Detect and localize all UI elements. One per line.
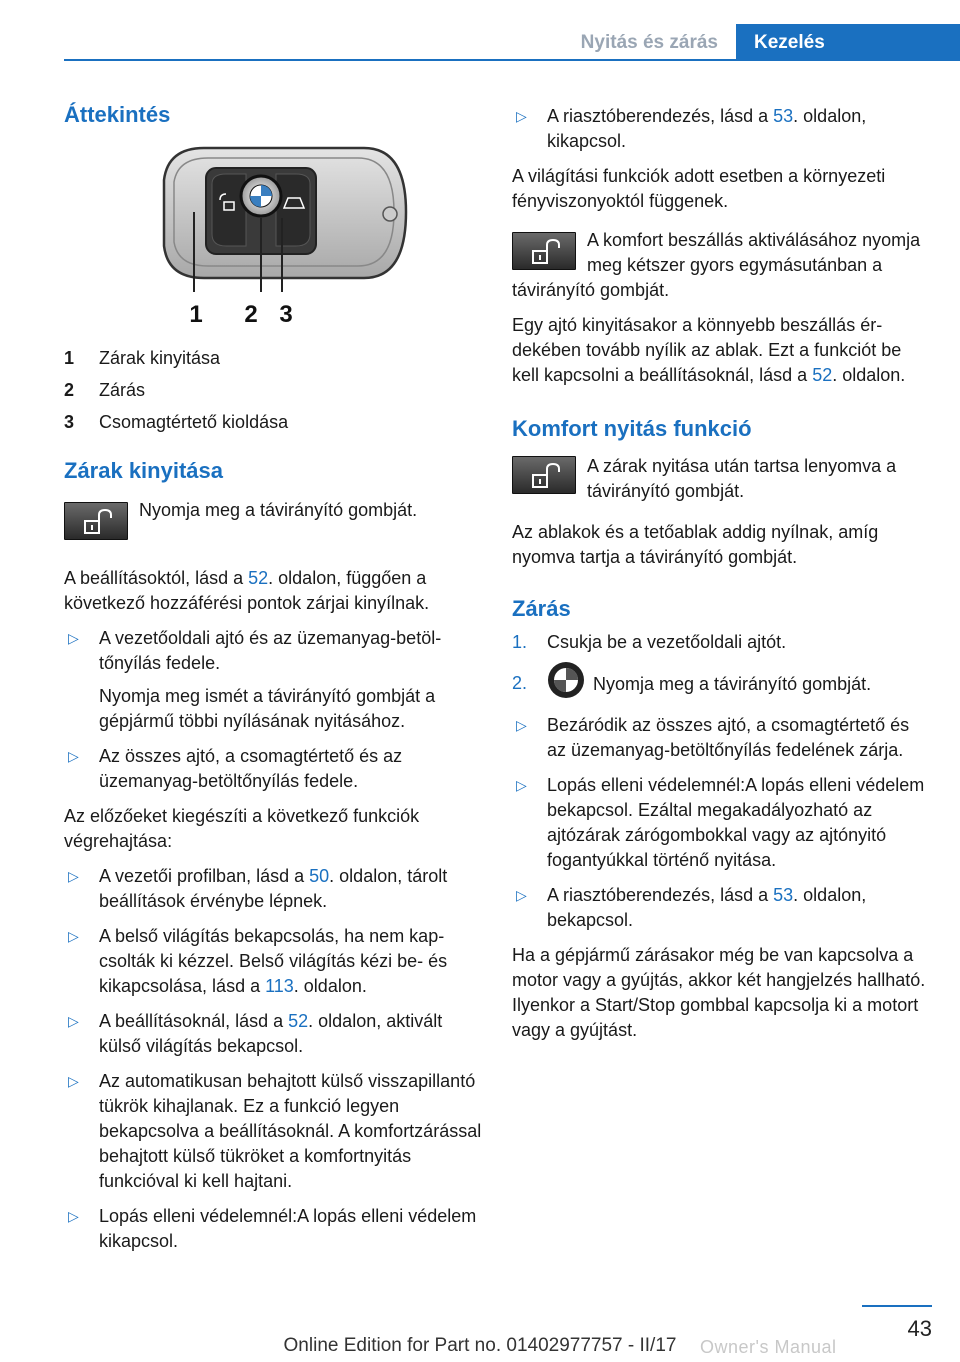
legend-key: 2 [64, 380, 75, 400]
step-text: Csukja be a vezetőoldali ajtót. [547, 632, 787, 652]
bmw-roundel-icon [547, 661, 585, 699]
list-item [64, 744, 484, 794]
bullet-text: Lopás elleni védelemnél:A lopás elleni védelem kikapcsol. [99, 1206, 477, 1251]
heading-comfort-opening: Komfort nyitás funkció [512, 416, 752, 441]
bullet-text: Bezáródik az összes ajtó, a csomagtértető és az üzemanyag-betöltőnyílás fedelének zárja. [547, 715, 910, 760]
text: . oldalon, kikapcsol. [547, 106, 867, 151]
legend-value: Zárás [99, 380, 146, 400]
remote-unlock-button-icon [64, 502, 128, 540]
triangle-bullet-icon: ▷ [516, 887, 527, 903]
footer-rule [862, 1305, 932, 1307]
triangle-bullet-icon: ▷ [68, 748, 79, 764]
list-item [64, 1204, 484, 1254]
triangle-bullet-icon: ▷ [68, 868, 79, 884]
page-link[interactable]: 52 [248, 568, 269, 588]
text: A riasztóberendezés, lásd a [547, 106, 774, 126]
list-item [512, 713, 932, 763]
step-number: 1. [512, 632, 528, 652]
paragraph-text: A zárak nyitása után tartsa lenyomva a távirányító gombját. [587, 456, 897, 501]
page-link[interactable]: 52 [288, 1011, 309, 1031]
heading-locking: Zárás [512, 596, 571, 621]
right-column [512, 104, 932, 1053]
list-item [512, 883, 932, 933]
legend-key: 3 [64, 412, 75, 432]
paragraph-text: A komfort beszállás aktiválásához nyomja meg kétszer gyors egymásutánban a távirányító gombját. [512, 230, 921, 300]
legend-key: 1 [64, 348, 75, 368]
list-item [64, 864, 484, 914]
bullet-subtext: Nyomja meg ismét a távirányító gombját a gépjármű többi nyílásának nyitásához. [99, 686, 436, 731]
list-item [64, 1069, 484, 1194]
triangle-bullet-icon: ▷ [68, 1013, 79, 1029]
bullet-text [99, 864, 484, 914]
bullet-text [99, 1009, 484, 1059]
triangle-bullet-icon: ▷ [516, 777, 527, 793]
page-link[interactable]: 53 [773, 106, 794, 126]
page-number: 43 [907, 1316, 932, 1341]
triangle-bullet-icon: ▷ [68, 1073, 79, 1089]
paragraph: Az ablakok és a tetőablak addig nyílnak, amíg nyomva tartja a távirányító gombját. [512, 522, 879, 567]
text: . oldalon. [293, 976, 367, 996]
triangle-bullet-icon: ▷ [516, 108, 527, 124]
numbered-step [512, 630, 932, 655]
legend-value: Csomagtértető kioldása [99, 412, 289, 432]
legend-item [64, 374, 484, 406]
header-rule [64, 59, 736, 61]
text: A belső világítás bekapcsolás, ha nem kapcsolták ki kézzel. Belső világítás kézi be- és kikapcsolása, lásd a [99, 926, 448, 996]
text: . oldalon. [832, 365, 906, 385]
bullet-text [547, 104, 932, 154]
bullet-text [99, 924, 484, 999]
legend-value: Zárak kinyitása [99, 348, 221, 368]
bullet-text: Az összes ajtó, a csomagtértető és az üzemanyag-betöltőnyílás fedele. [99, 746, 403, 791]
remote-unlock-button-icon [512, 456, 576, 494]
paragraph: Az előzőeket kiegészíti a következő funkciók végrehajtása: [64, 806, 420, 851]
paragraph [64, 566, 484, 616]
figure-label-3: 3 [279, 301, 293, 328]
text: . oldalon, függően a következő hozzáférési pontok zárjai kinyílnak. [64, 568, 430, 613]
page-link[interactable]: 52 [812, 365, 833, 385]
left-column [64, 100, 484, 1264]
bullet-text [547, 883, 932, 933]
list-item [64, 924, 484, 999]
figure-label-2: 2 [244, 301, 258, 328]
triangle-bullet-icon: ▷ [68, 1208, 79, 1224]
header-section-title: Nyitás és zárás [580, 32, 718, 53]
text: . oldalon, bekapcsol. [547, 885, 867, 930]
step-text: Nyomja meg a távirányító gombját. [593, 673, 872, 694]
text: A vezetői profilban, lásd a [99, 866, 310, 886]
edition-footer: Online Edition for Part no. 01402977757 - II/17 [283, 1335, 677, 1356]
paragraph: Ha a gépjármű zárásakor még be van kapcsolva a motor vagy a gyújtás, akkor két hangjelzés hallható. Ilyenkor a Start/Stop gombbal kapcsolja ki a motort vagy a gyújtást. [512, 945, 926, 1040]
figure-label-1: 1 [189, 301, 203, 328]
bullet-text: Lopás elleni védelemnél:A lopás elleni védelem bekapcsol. Ezáltal megakadályozható az ajtózárak zárógombokkal vagy az ajtónyitó fogantyúkkal történő nyitása. [547, 775, 925, 870]
list-item [512, 104, 932, 154]
watermark: Owner's Manual [700, 1337, 837, 1357]
bullet-text: A vezetőoldali ajtó és az üzemanyag-betöltőnyílás fedele. [99, 628, 442, 673]
remote-unlock-button-icon [512, 232, 576, 270]
paragraph [512, 313, 932, 388]
list-item [64, 626, 484, 734]
heading-overview: Áttekintés [64, 102, 171, 127]
figure-legend [64, 342, 484, 438]
triangle-bullet-icon: ▷ [68, 928, 79, 944]
page-link[interactable]: 113 [265, 976, 294, 996]
car-key-fob-icon [134, 142, 414, 334]
bullet-text: Az automatikusan behajtott külső visszapillantó tükrök kihajlanak. Ez a funkció legyen bekapcsolva a beállításoknál. A komfortzárással behajtott külső tükröket a komfortnyitás funkcióval ki kell hajtani. [99, 1071, 482, 1191]
text: A beállításoknál, lásd a [99, 1011, 289, 1031]
paragraph: A világítási funkciók adott esetben a környezeti fényviszonyoktól függenek. [512, 166, 886, 211]
list-item [512, 773, 932, 873]
comfort-access-instruction [512, 228, 932, 303]
triangle-bullet-icon: ▷ [516, 717, 527, 733]
step-text-wrap [547, 671, 932, 699]
step-number: 2. [512, 673, 528, 693]
text: Egy ajtó kinyitásakor a könnyebb beszállás érdekében tovább nyílik az ablak. Ezt a funkciót be kell kapcsolni a beállításoknál, lásd a [512, 315, 902, 385]
text: A beállításoktól, lásd a [64, 568, 249, 588]
text: . oldalon, aktivált külső világítás bekapcsol. [99, 1011, 443, 1056]
heading-unlocking: Zárak kinyitása [64, 458, 223, 483]
numbered-step [512, 671, 932, 699]
unlock-instruction [64, 498, 484, 548]
legend-item [64, 342, 484, 374]
list-item [64, 1009, 484, 1059]
unlock-text: Nyomja meg a távirányító gombját. [139, 500, 418, 520]
comfort-opening-instruction [512, 454, 932, 504]
page-link[interactable]: 50 [309, 866, 330, 886]
text: A riasztóberendezés, lásd a [547, 885, 774, 905]
header-chapter-tab[interactable]: Kezelés [736, 24, 960, 61]
text: . oldalon, tárolt beállítások érvénybe lépnek. [99, 866, 448, 911]
page-link[interactable]: 53 [773, 885, 794, 905]
legend-item [64, 406, 484, 438]
triangle-bullet-icon: ▷ [68, 630, 79, 646]
